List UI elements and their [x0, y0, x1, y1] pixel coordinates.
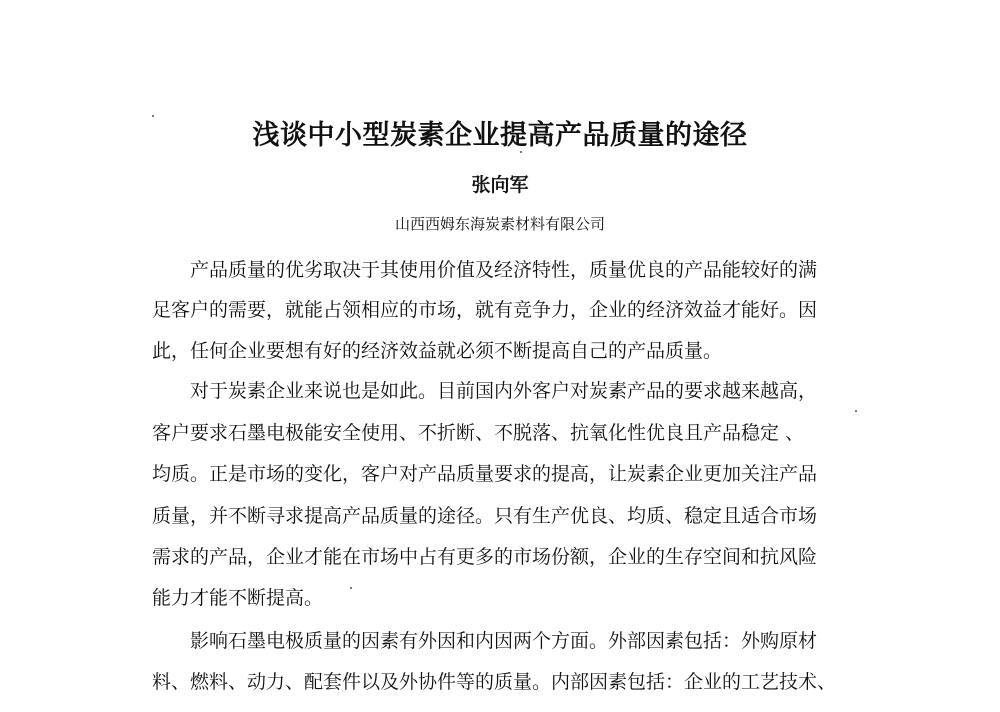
author-affiliation: 山西西姆东海炭素材料有限公司 — [394, 215, 605, 233]
scan-speck — [855, 410, 857, 412]
body-line: 影响石墨电极质量的因素有外因和内因两个方面。外部因素包括：外购原材 — [190, 630, 818, 652]
body-line: 对于炭素企业来说也是如此。目前国内外客户对炭素产品的要求越来越高， — [190, 380, 818, 402]
scan-speck — [350, 587, 352, 589]
author-name: 张向军 — [471, 174, 529, 196]
body-line: 产品质量的优劣取决于其使用价值及经济特性，质量优良的产品能较好的满 — [190, 259, 818, 281]
body-line: 能力才能不断提高。 — [152, 587, 324, 609]
body-line: 客户要求石墨电极能安全使用、不折断、不脱落、抗氧化性优良且产品稳定 、 — [152, 422, 805, 444]
body-line: 足客户的需要，就能占领相应的市场，就有竞争力，企业的经济效益才能好。因 — [152, 299, 818, 321]
scan-speck — [520, 151, 522, 153]
scan-speck — [152, 115, 154, 117]
body-line: 此，任何企业要想有好的经济效益就必须不断提高自己的产品质量。 — [152, 340, 723, 362]
paper-title: 浅谈中小型炭素企业提高产品质量的途径 — [252, 120, 748, 151]
body-line: 需求的产品，企业才能在市场中占有更多的市场份额，企业的生存空间和抗风险 — [152, 546, 818, 568]
body-line: 均质。正是市场的变化，客户对产品质量要求的提高，让炭素企业更加关注产品 — [152, 463, 818, 485]
body-line: 质量，并不断寻求提高产品质量的途径。只有生产优良、均质、稳定且适合市场 — [152, 505, 818, 527]
body-line: 料、燃料、动力、配套件以及外协件等的质量。内部因素包括：企业的工艺技术、 — [152, 671, 837, 693]
